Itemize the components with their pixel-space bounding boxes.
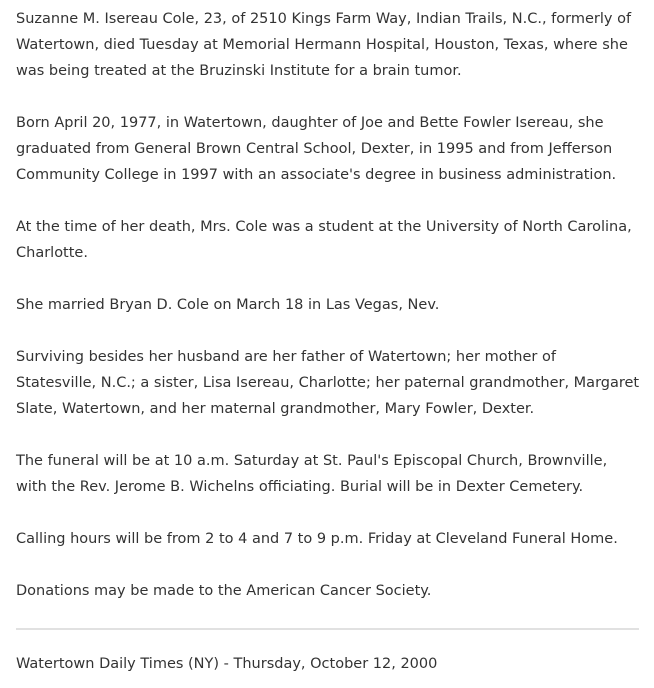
paragraph-marriage: She married Bryan D. Cole on March 18 in Las Vegas, Nev. bbox=[16, 297, 440, 313]
paragraph-calling-hours: Calling hours will be from 2 to 4 and 7 to 9 p.m. Friday at Cleveland Funeral Home. bbox=[16, 531, 618, 547]
paragraph-birth-education: Born April 20, 1977, in Watertown, daughter of Joe and Bette Fowler Isereau, she graduated from General Brown Central School, Dexter, in 1995 and from Jefferson Community College in 1997 with an associate's degree in business administration. bbox=[16, 115, 617, 183]
paragraph-donations: Donations may be made to the American Cancer Society. bbox=[16, 583, 432, 599]
paragraph-occupation: At the time of her death, Mrs. Cole was a student at the University of North Carolina, Charlotte. bbox=[16, 219, 632, 261]
source-citation: Watertown Daily Times (NY) - Thursday, October 12, 2000 bbox=[16, 656, 438, 672]
divider bbox=[16, 628, 639, 630]
paragraph-survivors: Surviving besides her husband are her father of Watertown; her mother of Statesville, N.C.; a sister, Lisa Isereau, Charlotte; her paternal grandmother, Margaret Slate, Watertown, and her maternal grandmother, Mary Fowler, Dexter. bbox=[16, 349, 640, 417]
obituary-article bbox=[16, 6, 640, 630]
paragraph-death-notice: Suzanne M. Isereau Cole, 23, of 2510 Kings Farm Way, Indian Trails, N.C., formerly of Watertown, died Tuesday at Memorial Hermann Hospital, Houston, Texas, where she was being treated at the Bruzinski Institute for a brain tumor. bbox=[16, 11, 632, 79]
paragraph-funeral: The funeral will be at 10 a.m. Saturday at St. Paul's Episcopal Church, Brownville, with the Rev. Jerome B. Wichelns officiating. Burial will be in Dexter Cemetery. bbox=[16, 453, 608, 495]
